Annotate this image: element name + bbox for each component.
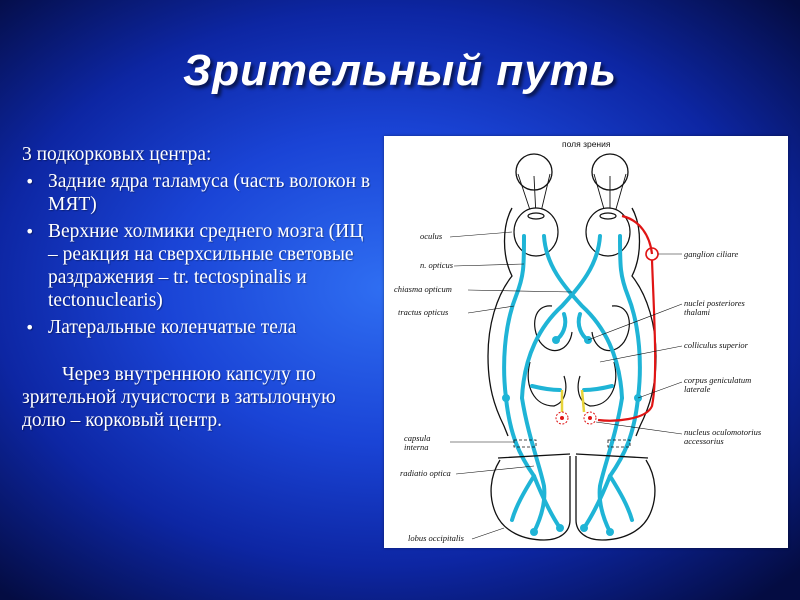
label-chiasma: chiasma opticum (394, 284, 452, 294)
thalamus-left-dot (552, 336, 560, 344)
label-n-opticus: n. opticus (420, 260, 454, 270)
bullet-list (22, 170, 374, 339)
label-visual-fields: поля зрения (562, 139, 611, 149)
cortex-dot-2 (530, 528, 538, 536)
optic-fibers (504, 236, 640, 532)
bullet-icon: • (25, 222, 35, 241)
occipital-lobes (491, 454, 655, 540)
label-colliculus: colliculus superior (684, 340, 748, 350)
leader-nucleus-oculomotorius (596, 422, 682, 434)
cortex-dot-1 (556, 524, 564, 532)
fiber-left-nasal-crossing (544, 236, 622, 398)
bullet-text: Задние ядра таламуса (часть волокон в МЯТ) (48, 171, 371, 215)
label-thalami: thalami (684, 307, 710, 317)
bullet-icon: • (25, 318, 35, 337)
visual-pathway-diagram (384, 136, 788, 548)
fiber-to-thalamus-right (556, 314, 565, 340)
label-nuclei-posteriores: nuclei posteriores (684, 298, 745, 308)
leader-radiatio (456, 466, 534, 474)
label-corpus-geniculatum: corpus geniculatum (684, 375, 752, 385)
label-oculus: oculus (420, 231, 443, 241)
bullet-item-thalamus (22, 170, 374, 216)
label-ganglion-ciliare: ganglion ciliare (684, 249, 739, 259)
cortex-dot-3 (580, 524, 588, 532)
fiber-endpoints (502, 336, 642, 536)
left-lens (528, 213, 544, 219)
leader-n-opticus (454, 264, 524, 266)
oculomotor-nuclei-dots (560, 416, 592, 420)
cortical-pathway-note: Через внутреннюю капсулу по зрительной лучистости в затылочную долю – корковый центр. (22, 364, 336, 431)
label-nucleus-oculomotorius: nucleus oculomotorius (684, 427, 762, 437)
nucleus-left-dot (560, 416, 564, 420)
slide-title: Зрительный путь (183, 46, 617, 95)
cortex-dot-4 (606, 528, 614, 536)
fiber-to-thalamus-left (579, 314, 588, 340)
leader-tractus (468, 306, 514, 313)
right-lens (600, 213, 616, 219)
radiation-outer-branches (512, 476, 632, 520)
visual-field-circles (516, 154, 628, 190)
text-block (22, 143, 374, 432)
leader-nuclei-posteriores (588, 304, 682, 340)
intro-text: 3 подкорковых центра: (22, 144, 212, 165)
leader-lobus (472, 528, 504, 539)
bullet-text: Верхние холмики среднего мозга (ИЦ – реакция на сверхсильные световые раздражения – tr. tectospinalis и tectonuclearis) (48, 221, 364, 311)
yellow-fiber-right (582, 390, 584, 412)
label-lobus: lobus occipitalis (408, 533, 464, 543)
label-accessorius: accessorius (684, 436, 724, 446)
fiber-to-colliculi (532, 386, 612, 390)
visual-pathway-svg (384, 136, 788, 548)
label-capsula: capsula (404, 433, 431, 443)
bullet-item-geniculate (22, 316, 374, 339)
label-radiatio: radiatio optica (400, 468, 451, 478)
leader-oculus (450, 232, 512, 237)
leader-corpus-geniculatum (638, 382, 682, 398)
geniculate-left-dot (502, 394, 510, 402)
label-laterale: laterale (684, 384, 711, 394)
fiber-right-nasal-crossing (522, 236, 600, 398)
nucleus-right-dot (588, 416, 592, 420)
eyes (514, 208, 630, 256)
bullet-text: Латеральные коленчатые тела (48, 317, 297, 338)
brain-outline (488, 208, 656, 436)
label-interna: interna (404, 442, 429, 452)
label-tractus: tractus opticus (398, 307, 449, 317)
bullet-item-colliculi (22, 220, 374, 312)
bullet-icon: • (25, 172, 35, 191)
